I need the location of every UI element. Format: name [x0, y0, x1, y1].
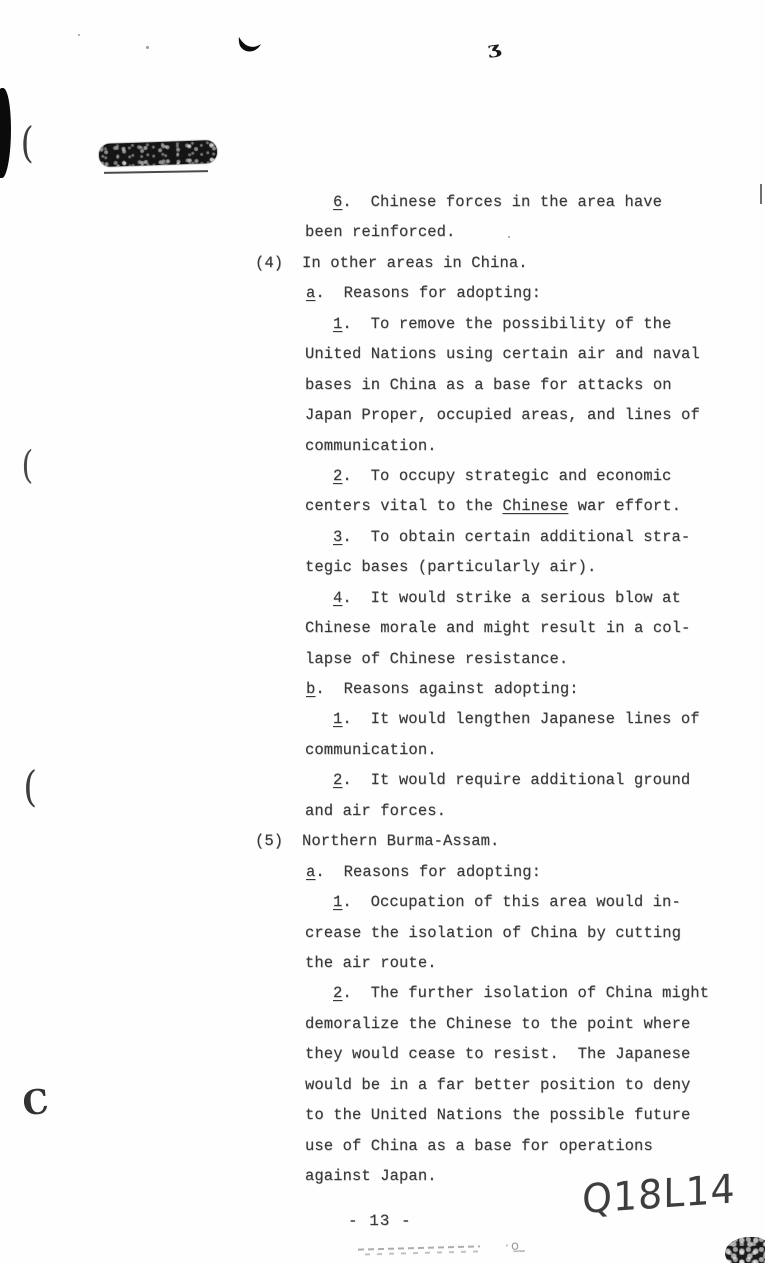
typed-text: . Chinese forces in the area have: [342, 193, 663, 211]
document-line: [305, 1131, 765, 1161]
page-number: - 13 -: [348, 1212, 412, 1230]
underlined-text: a: [306, 862, 316, 881]
document-line: [305, 1039, 765, 1069]
document-line: [333, 522, 765, 552]
document-line: [305, 644, 765, 674]
typed-text: crease the isolation of China by cutting: [305, 923, 682, 942]
underlined-text: b: [306, 680, 316, 698]
typed-text: demoralize the Chinese to the point where: [305, 1014, 691, 1033]
typed-text: to the United Nations the possible future: [305, 1106, 691, 1125]
typed-text: they would cease to resist. The Japanese: [305, 1045, 691, 1064]
document-line: [305, 1100, 765, 1130]
typed-text: . It would require additional ground: [342, 771, 691, 790]
document-line: [305, 796, 765, 826]
document-line: [305, 552, 765, 582]
typed-text: . The further isolation of China might: [342, 984, 710, 1003]
margin-c-mark: C: [20, 1081, 51, 1125]
typed-text: . To occupy strategic and economic: [342, 466, 672, 485]
left-edge-ink-blob: [0, 88, 13, 179]
ink-speck: [78, 34, 80, 36]
typed-text: use of China as a base for operations: [305, 1136, 653, 1155]
underlined-text: 1: [333, 710, 343, 729]
document-line: [306, 674, 765, 704]
corner-ink-blob: [725, 1237, 765, 1263]
squiggle-ink-mark-icon: ʒ: [486, 37, 502, 59]
crescent-ink-mark-icon: [238, 35, 264, 57]
underlined-text: 1: [333, 893, 343, 912]
typed-text: bases in China as a base for attacks on: [305, 375, 672, 394]
typed-text: lapse of Chinese resistance.: [305, 649, 569, 668]
underlined-text: 6: [333, 193, 343, 211]
redaction-ink-bar: [99, 140, 218, 167]
bottom-smudge-marks: ·o͟ ̤: [504, 1238, 528, 1255]
document-line: [305, 1070, 765, 1100]
underlined-text: 3: [333, 527, 343, 546]
typed-text: . It would strike a serious blow at: [342, 588, 681, 607]
document-line: [333, 887, 765, 917]
typed-text: tegic bases (particularly air).: [305, 558, 597, 577]
underlined-text: a: [306, 284, 316, 303]
underlined-text: Chinese: [502, 497, 569, 516]
underlined-text: 2: [333, 466, 343, 485]
typed-text: Chinese morale and might result in a col-: [305, 619, 691, 638]
document-line: [305, 370, 765, 400]
typed-text: and air forces.: [305, 801, 447, 820]
document-line: [333, 309, 765, 339]
typed-text: against Japan.: [305, 1167, 437, 1185]
typed-text: been reinforced.: [305, 223, 456, 242]
typed-text: . Reasons for adopting:: [315, 284, 542, 303]
underlined-text: 2: [333, 984, 343, 1003]
handwritten-code: Q18L14: [582, 1165, 736, 1223]
bottom-smudge-line: [358, 1244, 480, 1255]
typed-text: . Occupation of this area would in-: [342, 893, 681, 912]
margin-paren-mark-top: (: [20, 118, 34, 167]
margin-paren-mark-middle: (: [21, 443, 34, 487]
document-line: [305, 948, 765, 978]
document-line: [333, 765, 765, 795]
typed-text: Japan Proper, occupied areas, and lines of: [305, 406, 700, 425]
underlined-text: 2: [333, 771, 343, 790]
typed-text: . Reasons for adopting:: [315, 862, 542, 881]
typed-text: communication.: [305, 740, 437, 759]
typed-text: . Reasons against adopting:: [315, 680, 579, 698]
ink-speck: [146, 46, 149, 49]
document-line: [333, 187, 765, 217]
document-line: [255, 248, 765, 278]
document-line: [305, 400, 765, 430]
typed-text: the air route.: [305, 953, 437, 972]
document-line: [305, 735, 765, 765]
typed-text: . To obtain certain additional stra-: [342, 527, 691, 546]
typed-text: would be in a far better position to deny: [305, 1075, 691, 1094]
document-line: [333, 583, 765, 613]
document-body: [0, 187, 765, 1191]
typed-text: United Nations using certain air and naval: [305, 345, 700, 364]
document-line: [305, 217, 765, 247]
typed-text: (4) In other areas in China.: [255, 253, 528, 272]
document-line: [333, 978, 765, 1008]
document-line: [305, 491, 765, 521]
document-line: [305, 431, 765, 461]
typed-text: . It would lengthen Japanese lines of: [342, 710, 700, 729]
margin-paren-mark-lower: (: [23, 762, 38, 811]
document-line: [305, 918, 765, 948]
redaction-underline: [104, 170, 208, 174]
underlined-text: 1: [333, 314, 343, 333]
document-line: [306, 857, 765, 887]
typed-text: communication.: [305, 436, 437, 455]
underlined-text: 4: [333, 588, 343, 607]
document-line: [305, 339, 765, 369]
document-line: [333, 704, 765, 734]
document-line: [305, 1009, 765, 1039]
typed-text: . To remove the possibility of the: [342, 314, 672, 333]
typed-text: centers vital to the: [305, 497, 503, 516]
typed-text: war effort.: [568, 497, 682, 516]
document-line: [305, 613, 765, 643]
typed-text: (5) Northern Burma-Assam.: [255, 832, 500, 851]
document-line: [333, 461, 765, 491]
document-line: [255, 826, 765, 856]
document-line: [306, 278, 765, 308]
